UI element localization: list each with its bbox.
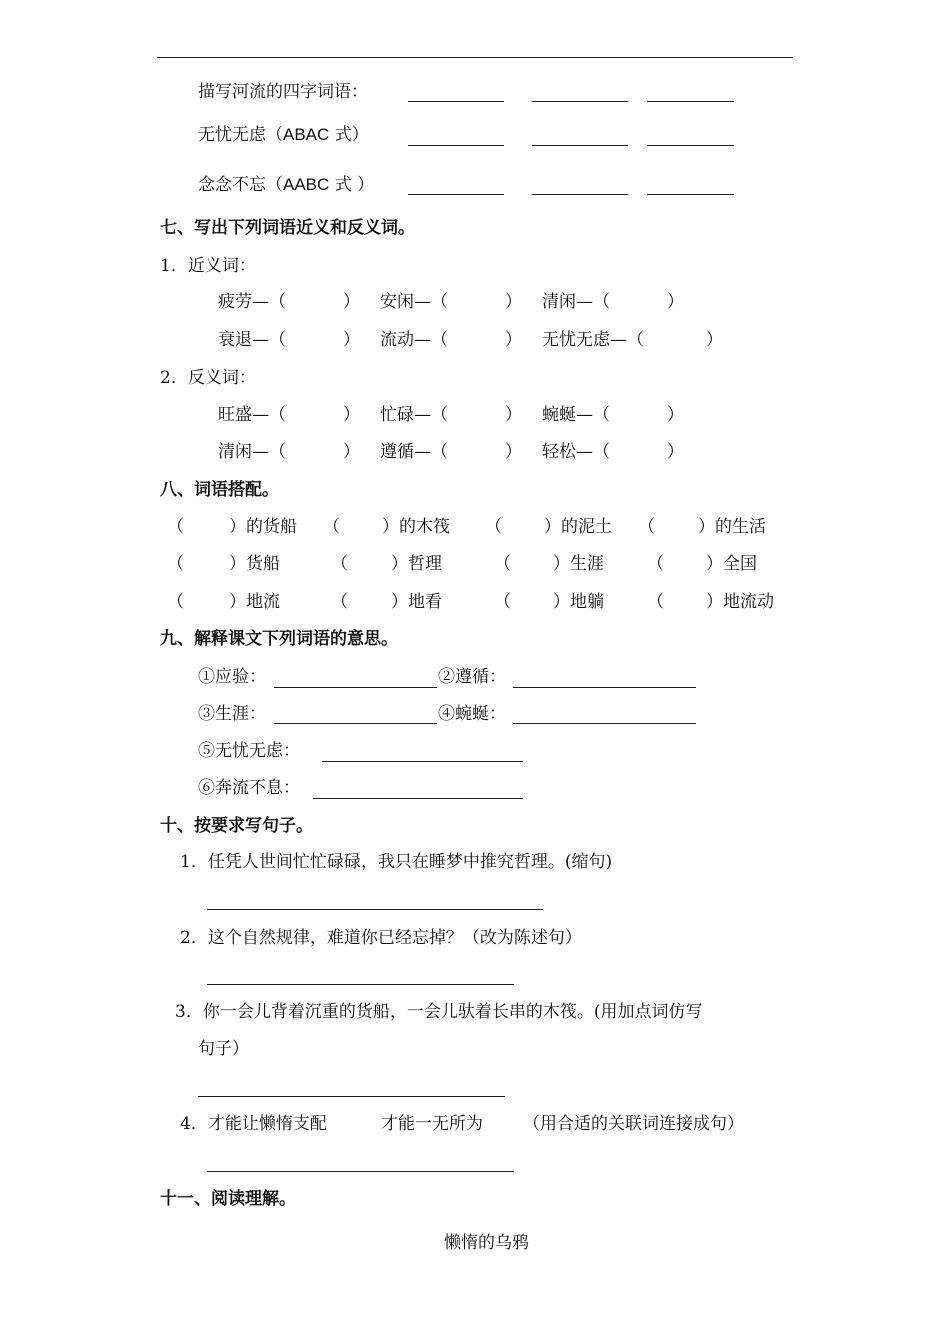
open-paren: （ [167,517,184,537]
question-4a: 4．才能让懒惰支配 [180,1114,327,1134]
term-label: ①应验： [198,667,266,687]
collocation-item: ）地流动 [706,592,774,612]
question-4b: 才能一无所为 [381,1114,483,1134]
aabc-label: 念念不忘（AABC 式 ） [198,175,375,195]
answer-blank[interactable] [532,145,628,146]
antonym-item: 遵循—（ [380,442,448,462]
answer-blank[interactable] [513,687,696,688]
section-11-title: 十一、阅读理解。 [160,1189,296,1209]
close-paren: ） [706,330,723,350]
answer-blank[interactable] [647,101,734,102]
antonym-item: 忙碌—（ [380,405,448,425]
close-paren: ） [505,330,522,350]
answer-blank[interactable] [532,101,628,102]
close-paren: ） [505,292,522,312]
section-7-title: 七、写出下列词语近义和反义词。 [160,218,415,238]
question-2: 2．这个自然规律，难道你已经忘掉？（改为陈述句） [180,928,582,948]
term-label: ③生涯： [198,704,266,724]
collocation-item: ）的货船 [229,517,297,537]
answer-blank[interactable] [647,145,734,146]
open-paren: （ [494,554,511,574]
open-paren: （ [167,554,184,574]
section-9-title: 九、解释课文下列词语的意思。 [160,629,398,649]
answer-blank[interactable] [408,145,504,146]
collocation-item: ）地看 [391,592,442,612]
top-rule [157,57,793,58]
open-paren: （ [331,592,348,612]
close-paren: ） [667,442,684,462]
answer-line[interactable] [207,909,543,910]
collocation-item: ）的木筏 [382,517,450,537]
collocation-item: ）的生活 [698,517,766,537]
term-label: ④蜿蜒： [438,704,506,724]
answer-line[interactable] [207,984,514,985]
term-label: ⑥奔流不息： [198,778,300,798]
answer-blank[interactable] [408,194,504,195]
term-label: ⑤无忧无虑： [198,741,300,761]
collocation-item: ）地流 [229,592,280,612]
open-paren: （ [331,554,348,574]
four-char-river-label: 描写河流的四字词语： [198,82,368,102]
answer-line[interactable] [207,1171,514,1172]
open-paren: （ [647,592,664,612]
synonym-item: 衰退—（ [218,330,286,350]
close-paren: ） [667,292,684,312]
answer-blank[interactable] [274,723,437,724]
answer-blank[interactable] [274,687,437,688]
question-1: 1．任凭人世间忙忙碌碌，我只在睡梦中推究哲理。(缩句) [180,852,613,872]
answer-line[interactable] [198,1096,505,1097]
question-3-cont: 句子） [198,1039,249,1059]
answer-blank[interactable] [532,194,628,195]
antonym-item: 蜿蜒—（ [542,405,610,425]
synonym-item: 清闲—（ [542,292,610,312]
synonym-item: 无忧无虑—（ [542,330,644,350]
synonyms-label: 1．近义词： [160,256,256,276]
answer-blank[interactable] [322,761,523,762]
antonym-item: 旺盛—（ [218,405,286,425]
close-paren: ） [505,405,522,425]
close-paren: ） [505,442,522,462]
close-paren: ） [343,442,360,462]
collocation-item: ）地躺 [553,592,604,612]
close-paren: ） [343,405,360,425]
open-paren: （ [638,517,655,537]
open-paren: （ [485,517,502,537]
synonym-item: 疲劳—（ [218,292,286,312]
question-4-instruction: （用合适的关联词连接成句） [523,1114,744,1134]
synonym-item: 安闲—（ [380,292,448,312]
open-paren: （ [167,592,184,612]
collocation-item: ）货船 [229,554,280,574]
collocation-item: ）全国 [706,554,757,574]
antonym-item: 轻松—（ [542,442,610,462]
open-paren: （ [494,592,511,612]
open-paren: （ [647,554,664,574]
abac-label: 无忧无虑（ABAC 式） [198,125,369,145]
collocation-item: ）哲理 [391,554,442,574]
synonym-item: 流动—（ [380,330,448,350]
collocation-item: ）的泥土 [544,517,612,537]
close-paren: ） [667,405,684,425]
question-3: 3．你一会儿背着沉重的货船，一会儿驮着长串的木筏。(用加点词仿写 [175,1002,703,1022]
open-paren: （ [323,517,340,537]
antonyms-label: 2．反义词： [160,368,256,388]
term-label: ②遵循： [438,667,506,687]
close-paren: ） [343,292,360,312]
answer-blank[interactable] [647,194,734,195]
section-8-title: 八、词语搭配。 [160,480,279,500]
antonym-item: 清闲—（ [218,442,286,462]
collocation-item: ）生涯 [553,554,604,574]
answer-blank[interactable] [313,798,523,799]
answer-blank[interactable] [408,101,504,102]
answer-blank[interactable] [513,723,696,724]
close-paren: ） [343,330,360,350]
story-title: 懒惰的乌鸦 [444,1233,529,1253]
section-10-title: 十、按要求写句子。 [160,816,313,836]
